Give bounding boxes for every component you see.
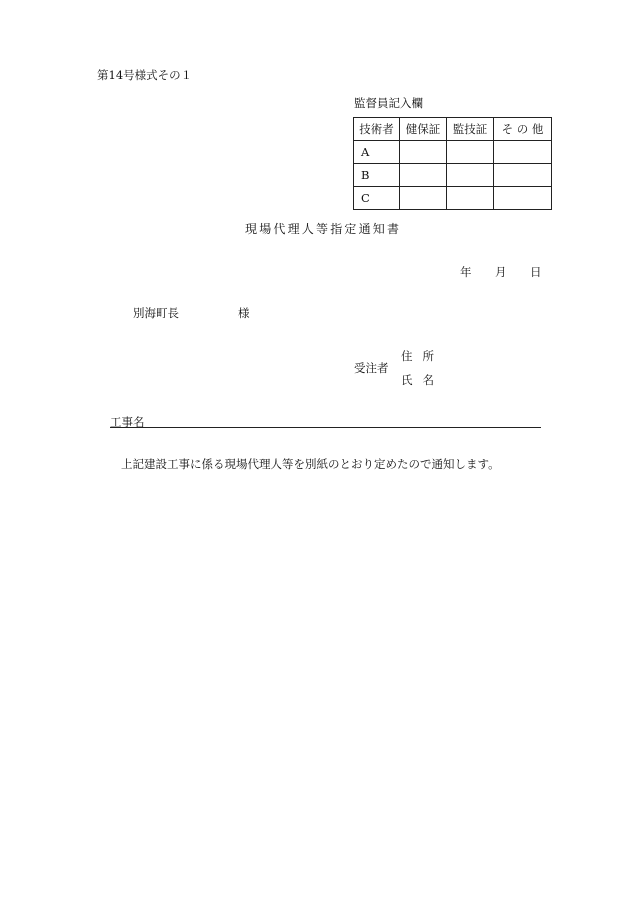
row-label-a: A <box>354 141 400 164</box>
header-engineer: 技術者 <box>354 118 400 141</box>
inspector-header-row <box>354 118 552 141</box>
inspector-row-c <box>354 187 552 210</box>
header-other: そ の 他 <box>494 118 552 141</box>
form-number: 第14号様式その１ <box>97 68 193 82</box>
inspector-row-a <box>354 141 552 164</box>
date-month: 月 <box>495 265 507 279</box>
inspector-section-title: 監督員記入欄 <box>354 96 423 110</box>
row-label-c: C <box>354 187 400 210</box>
cell-b-health[interactable] <box>400 164 447 187</box>
cell-b-supervisor[interactable] <box>447 164 494 187</box>
cell-a-other[interactable] <box>494 141 552 164</box>
addressee: 別海町長 <box>133 306 179 320</box>
notification-text: 上記建設工事に係る現場代理人等を別紙のとおり定めたので通知します。 <box>121 457 500 471</box>
date-year: 年 <box>460 265 472 279</box>
inspector-row-b <box>354 164 552 187</box>
honorific: 様 <box>238 306 250 320</box>
date-day: 日 <box>530 265 542 279</box>
cell-c-supervisor[interactable] <box>447 187 494 210</box>
document-title: 現場代理人等指定通知書 <box>245 222 402 236</box>
cell-c-health[interactable] <box>400 187 447 210</box>
cell-a-supervisor[interactable] <box>447 141 494 164</box>
cell-a-health[interactable] <box>400 141 447 164</box>
header-health-insurance: 健保証 <box>400 118 447 141</box>
inspector-table <box>353 117 552 210</box>
cell-b-other[interactable] <box>494 164 552 187</box>
cell-c-other[interactable] <box>494 187 552 210</box>
contractor-name-label: 氏名 <box>401 373 444 387</box>
project-name-label: 工事名 <box>110 415 145 429</box>
date-line[interactable] <box>460 264 542 280</box>
row-label-b: B <box>354 164 400 187</box>
header-supervising-engineer: 監技証 <box>447 118 494 141</box>
project-name-field[interactable] <box>110 427 541 428</box>
contractor-label: 受注者 <box>354 361 389 375</box>
contractor-address-label: 住所 <box>401 349 444 363</box>
